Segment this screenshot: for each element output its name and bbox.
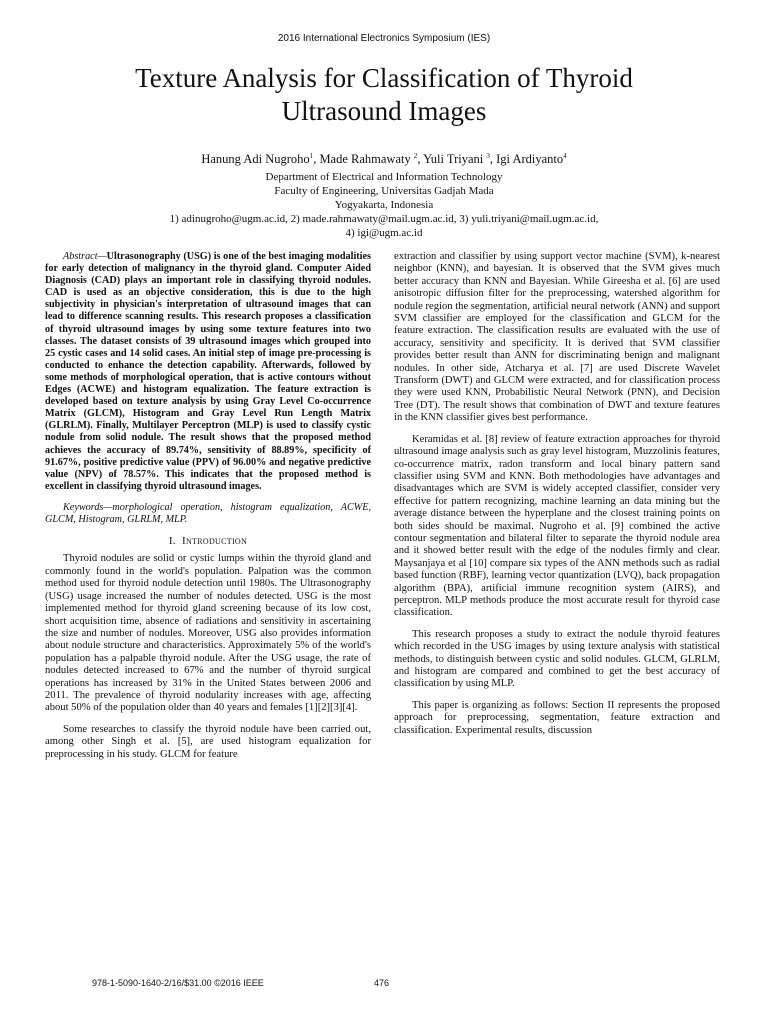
author-2-sup: 2 bbox=[413, 151, 418, 160]
right-paragraph-1: extraction and classifier by using support vector machine (SVM), k-nearest neighbor (KNN), and bayesian. It is observed that the SVM gives much better accuracy than KNN and Bayesian. While Gireesha et al. [6] are used anisotropic diffusion filter for the preprocessing, watershed algorithm for nodule region the segmentation, artificial neural network (ANN) and support SVM classifier are employed for the classification and GLCM for the feature extraction. The classification results are evaluated with the use of accuracy, sensitivity and specificity. It is derived that SVM classifier provides better result than ANN for discriminating benign and malignant nodules. In other side, Atcharya et al. [7] are used Discrete Wavelet Transform (DWT) and GLCM were extracted, and for classification process they were used KNN, Probabilistic Neural Network (PNN), and Decision Tree (DT). The result shows that combination of DWT and texture features in the KNN classifier gives best performance. bbox=[394, 251, 720, 424]
title-line-1: Texture Analysis for Classification of Thyroid bbox=[135, 63, 633, 93]
author-4: , Igi Ardiyanto bbox=[489, 152, 564, 166]
intro-paragraph-1: Thyroid nodules are solid or cystic lumps within the thyroid gland and commonly found in the world's population. Palpation was the common method used for thyroid nodule detection until 1980s. The Ultrasonography (USG) usage increased the number of nodules detected. USG is the most implemented method for thyroid gland screening because of its low cost, short acquisition time, absence of radiations and sensitivity in ascertaining the size and number of nodules. Moreover, USG also provides information about nodule structure and characteristics. Approximately 5% of the world's population has a palpable thyroid nodule. After the USG usage, the rate of nodules detected increased to 67% and the number of thyroid surgical operations has increased by 31% in the United States between 2006 and 2011. The prevalence of thyroid nodularity increases with age, affecting about 50% of the population older than 40 years and females [1][2][3][4]. bbox=[45, 553, 371, 714]
right-column bbox=[394, 251, 720, 746]
section-number: I. bbox=[168, 535, 176, 548]
paper-title bbox=[60, 62, 708, 128]
conference-header: 2016 International Electronics Symposium (IES) bbox=[277, 33, 491, 44]
right-paragraph-4: This paper is organizing as follows: Section II represents the proposed approach for preprocessing, segmentation, feature extraction and classification. Experimental results, discussion bbox=[394, 699, 720, 736]
right-paragraph-2: Keramidas et al. [8] review of feature extraction approaches for thyroid ultrasound image analysis such as gray level histogram, Muzzolinis features, co-occurrence matrix, radon transform and local binary pattern sand classifier using SVM and KNN. Both methodologies have advantages and disadvantages which are SVM is widely accepted classifier, consider very effective for pattern recognizing, machine learning an data mining but the average distance between the hyperplane and the closest training points on both sides should be maximal. Nugroho et al. [9] combined the active contour segmentation and bilateral filter to separate the thyroid nodule area and it showed better result with the edge of the nodules firmly and clear. Maysanjaya et al [10] compare six types of the ANN methods such as radial based function (RBF), learning vector quantization (LVQ), back propagation algorithm (BPA), artificial immune recognition system (AIRS), and perceptron. MLP methods produce the most accurate result for thyroid case classification. bbox=[394, 433, 720, 619]
author-1-sup: 1 bbox=[309, 151, 314, 160]
author-3: , Yuli Triyani bbox=[417, 152, 487, 166]
abstract-label: Abstract— bbox=[63, 251, 107, 262]
footer-page-number: 476 bbox=[374, 978, 390, 988]
abstract-text: Ultrasonography (USG) is one of the best imaging modalities for early detection of malignancy in the thyroid gland. Computer Aided Diagnosis (CAD) plays an important role in classifying thyroid nodules. CAD is used as an objective consideration, this is due to the high subjectivity in physician's interpretation of ultrasound images that can lead to difference scanning results. This research proposes a classification of thyroid ultrasound images by using some texture features into two classes. The dataset consists of 39 ultrasound images which grouped into 25 cystic cases and 14 solid cases. An initial step of image pre-processing is conducted to enhance the detection capability. Afterwards, followed by some methods of morphological operation, that is active contours without Edges (ACWE) and histogram equalization. The feature extraction is developed based on texture analysis by using Gray Level Co-occurrence Matrix (GLCM), Histogram and Gray Level Run Length Matrix (GLRLM). Finally, Multilayer Perceptron (MLP) is used to classify cystic nodule from solid nodule. The result shows that the proposed method achieves the accuracy of 89.74%, sensitivity of 88.89%, specificity of 91.67%, positive predictive value (PPV) of 96.00% and negative predictive value (NPV) of 78.57%. This indicates that the proposed method is excellent in classifying thyroid ultrasound images. bbox=[45, 251, 371, 492]
author-1: Hanung Adi Nugroho bbox=[201, 152, 310, 166]
section-heading-introduction bbox=[45, 535, 371, 547]
intro-paragraph-2: Some researches to classify the thyroid nodule have been carried out, among other Singh et al. [5], are used histogram equalization for preprocessing in his study. GLCM for feature bbox=[45, 723, 371, 760]
affiliation-emails-2: 4) igi@ugm.ac.id bbox=[345, 227, 423, 239]
section-title: Introduction bbox=[182, 535, 248, 548]
affiliation-faculty: Faculty of Engineering, Universitas Gadjah Mada bbox=[274, 185, 494, 197]
footer-isbn: 978-1-5090-1640-2/16/$31.00 ©2016 IEEE bbox=[92, 978, 264, 988]
keywords: Keywords—morphological operation, histogram equalization, ACWE, GLCM, Histogram, GLRLM, MLP. bbox=[45, 501, 371, 525]
author-4-sup: 4 bbox=[563, 151, 567, 160]
right-paragraph-3: This research proposes a study to extract the nodule thyroid features which recorded in the USG images by using texture analysis with statistical methods, to distinguish between cystic and solid nodules. GLCM, GLRLM, and histogram are compared and combined to get the best accuracy of classification by using MLP. bbox=[394, 628, 720, 690]
abstract bbox=[45, 251, 371, 493]
left-column bbox=[45, 251, 371, 770]
title-line-2: Ultrasound Images bbox=[281, 96, 487, 126]
author-3-sup: 3 bbox=[486, 151, 490, 160]
author-list bbox=[0, 152, 768, 167]
affiliation-city: Yogyakarta, Indonesia bbox=[334, 199, 434, 211]
affiliation-department: Department of Electrical and Information Technology bbox=[265, 171, 503, 183]
author-2: , Made Rahmawaty bbox=[313, 152, 414, 166]
affiliation bbox=[0, 170, 768, 240]
affiliation-emails-1: 1) adinugroho@ugm.ac.id, 2) made.rahmawaty@mail.ugm.ac.id, 3) yuli.triyani@mail.ugm.ac.id, bbox=[169, 213, 599, 225]
